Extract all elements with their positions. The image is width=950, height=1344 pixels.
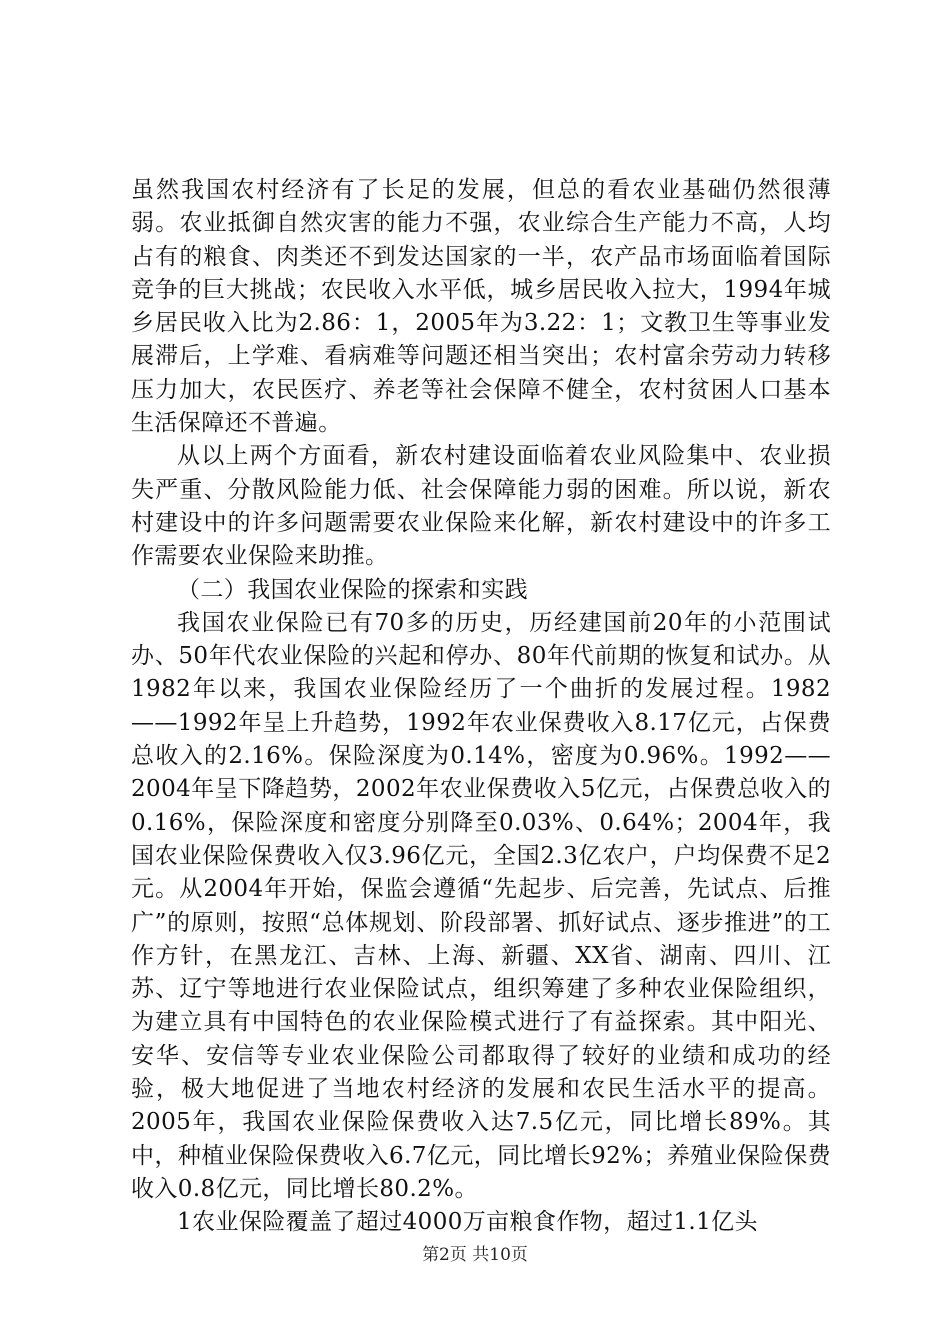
paragraph-rural-economy: 虽然我国农村经济有了长足的发展，但总的看农业基础仍然很薄弱。农业抵御自然灾害的能力不强，农业综合生产能力不高，人均占有的粮食、肉类还不到发达国家的一半，农产品市场面临着国际竞争的巨大挑战；农民收入水平低，城乡居民收入拉大，1994年城乡居民收入比为2.86：1，2005年为3.22：1；文教卫生等事业发展滞后，上学难、看病难等问题还相当突出；农村富余劳动力转移压力加大，农民医疗、养老等社会保障不健全，农村贫困人口基本生活保障还不普遍。	[131, 177, 831, 437]
paragraph-coverage: 1农业保险覆盖了超过4000万亩粮食作物，超过1.1亿头	[177, 1209, 758, 1236]
section-heading: （二）我国农业保险的探索和实践	[177, 576, 528, 603]
paragraph-summary: 从以上两个方面看，新农村建设面临着农业风险集中、农业损失严重、分散风险能力低、社会保障能力弱的困难。所以说，新农村建设中的许多问题需要农业保险来化解，新农村建设中的许多工作需要农业保险来助推。	[131, 443, 831, 570]
page-footer: 第2页 共10页	[422, 1245, 528, 1265]
paragraph-insurance-history: 我国农业保险已有70多的历史，历经建国前20年的小范围试办、50年代农业保险的兴起和停办、80年代前期的恢复和试办。从1982年以来，我国农业保险经历了一个曲折的发展过程。1982——1992年呈上升趋势，1992年农业保费收入8.17亿元，占保费总收入的2.16%。保险深度为0.14%，密度为0.96%。1992——2004年呈下降趋势，2002年农业保费收入5亿元，占保费总收入的0.16%，保险深度和密度分别降至0.03%、0.64%；2004年，我国农业保险保费收入仅3.96亿元，全国2.3亿农户，户均保费不足2元。从2004年开始，保监会遵循“先起步、后完善，先试点、后推广”的原则，按照“总体规划、阶段部署、抓好试点、逐步推进”的工作方针，在黑龙江、吉林、上海、新疆、XX省、湖南、四川、江苏、辽宁等地进行农业保险试点，组织筹建了多种农业保险组织，为建立具有中国特色的农业保险模式进行了有益探索。其中阳光、安华、安信等专业农业保险公司都取得了较好的业绩和成功的经验，极大地促进了当地农村经济的发展和农民生活水平的提高。2005年，我国农业保险保费收入达7.5亿元，同比增长89%。其中，种植业保险保费收入6.7亿元，同比增长92%；养殖业保险保费收入0.8亿元，同比增长80.2%。	[131, 609, 831, 1202]
body-text	[131, 174, 831, 1240]
